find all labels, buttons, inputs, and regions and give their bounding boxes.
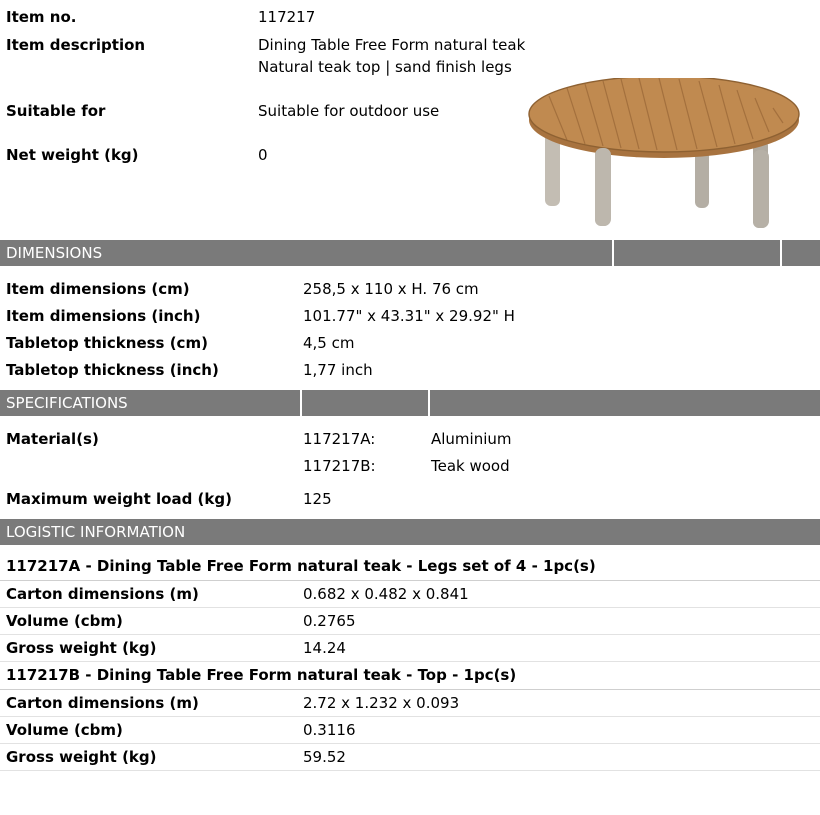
dimension-value: 258,5 x 110 x H. 76 cm (303, 280, 479, 298)
bar-divider (300, 390, 302, 416)
carton-dimensions-label: Carton dimensions (m) (6, 585, 199, 603)
material-code: 117217A: (303, 430, 376, 448)
product-image (527, 78, 802, 228)
gross-weight-value: 59.52 (303, 748, 346, 766)
table-row (0, 581, 820, 608)
specifications-title: SPECIFICATIONS (6, 394, 128, 412)
dimension-label: Tabletop thickness (inch) (6, 361, 219, 379)
table-row (6, 276, 814, 303)
item-description-sublabel (6, 57, 258, 77)
net-weight-value: 0 (258, 146, 268, 164)
item-description-subrow (6, 57, 814, 77)
header-block (6, 0, 814, 240)
logistics-group-title: 117217A - Dining Table Free Form natural teak - Legs set of 4 - 1pc(s) (0, 553, 820, 581)
max-weight-load-value: 125 (303, 490, 332, 508)
max-weight-load-label: Maximum weight load (kg) (6, 490, 232, 508)
dimension-value: 1,77 inch (303, 361, 373, 379)
specifications-section (6, 416, 814, 513)
logistics-section (6, 545, 814, 771)
item-no-label: Item no. (6, 8, 77, 26)
table-row (6, 330, 814, 357)
dimension-label: Item dimensions (inch) (6, 307, 201, 325)
table-row (0, 690, 820, 717)
table-row (6, 453, 814, 480)
item-description-subvalue: Natural teak top | sand finish legs (258, 58, 512, 76)
item-no-value: 117217 (258, 8, 316, 26)
material-name: Teak wood (431, 457, 510, 475)
material-row (303, 453, 814, 480)
material-row (303, 426, 814, 453)
dimension-label: Tabletop thickness (cm) (6, 334, 208, 352)
volume-label: Volume (cbm) (6, 721, 123, 739)
material-name: Aluminium (431, 430, 512, 448)
table-row (0, 717, 820, 744)
table-row (0, 608, 820, 635)
table-row (6, 303, 814, 330)
carton-dimensions-value: 2.72 x 1.232 x 0.093 (303, 694, 460, 712)
carton-dimensions-label: Carton dimensions (m) (6, 694, 199, 712)
volume-label: Volume (cbm) (6, 612, 123, 630)
logistics-section-header (0, 519, 820, 545)
volume-value: 0.3116 (303, 721, 356, 739)
logistics-group-title: 117217B - Dining Table Free Form natural teak - Top - 1pc(s) (0, 662, 820, 690)
specifications-section-header (0, 390, 820, 416)
table-row (6, 357, 814, 384)
item-description-value: Dining Table Free Form natural teak (258, 36, 526, 54)
suitable-for-value: Suitable for outdoor use (258, 102, 440, 120)
item-no-row (6, 7, 814, 27)
dimensions-section-header (0, 240, 820, 266)
volume-value: 0.2765 (303, 612, 356, 630)
gross-weight-label: Gross weight (kg) (6, 639, 157, 657)
dimension-value: 101.77" x 43.31" x 29.92" H (303, 307, 515, 325)
logistics-title: LOGISTIC INFORMATION (6, 523, 186, 541)
dimensions-title: DIMENSIONS (6, 244, 103, 262)
table-row (6, 486, 814, 513)
item-description-label: Item description (6, 36, 146, 54)
net-weight-label: Net weight (kg) (6, 146, 139, 164)
dimensions-section (6, 266, 814, 384)
suitable-for-label: Suitable for (6, 102, 106, 120)
gross-weight-label: Gross weight (kg) (6, 748, 157, 766)
carton-dimensions-value: 0.682 x 0.482 x 0.841 (303, 585, 469, 603)
table-row (0, 635, 820, 662)
bar-divider (612, 240, 614, 266)
table-row (0, 744, 820, 771)
table-row (6, 426, 814, 453)
materials-label: Material(s) (6, 430, 99, 448)
bar-divider (780, 240, 782, 266)
material-code: 117217B: (303, 457, 376, 475)
gross-weight-value: 14.24 (303, 639, 346, 657)
bar-divider (428, 390, 430, 416)
dimension-value: 4,5 cm (303, 334, 355, 352)
item-description-row (6, 35, 814, 55)
dimension-label: Item dimensions (cm) (6, 280, 190, 298)
